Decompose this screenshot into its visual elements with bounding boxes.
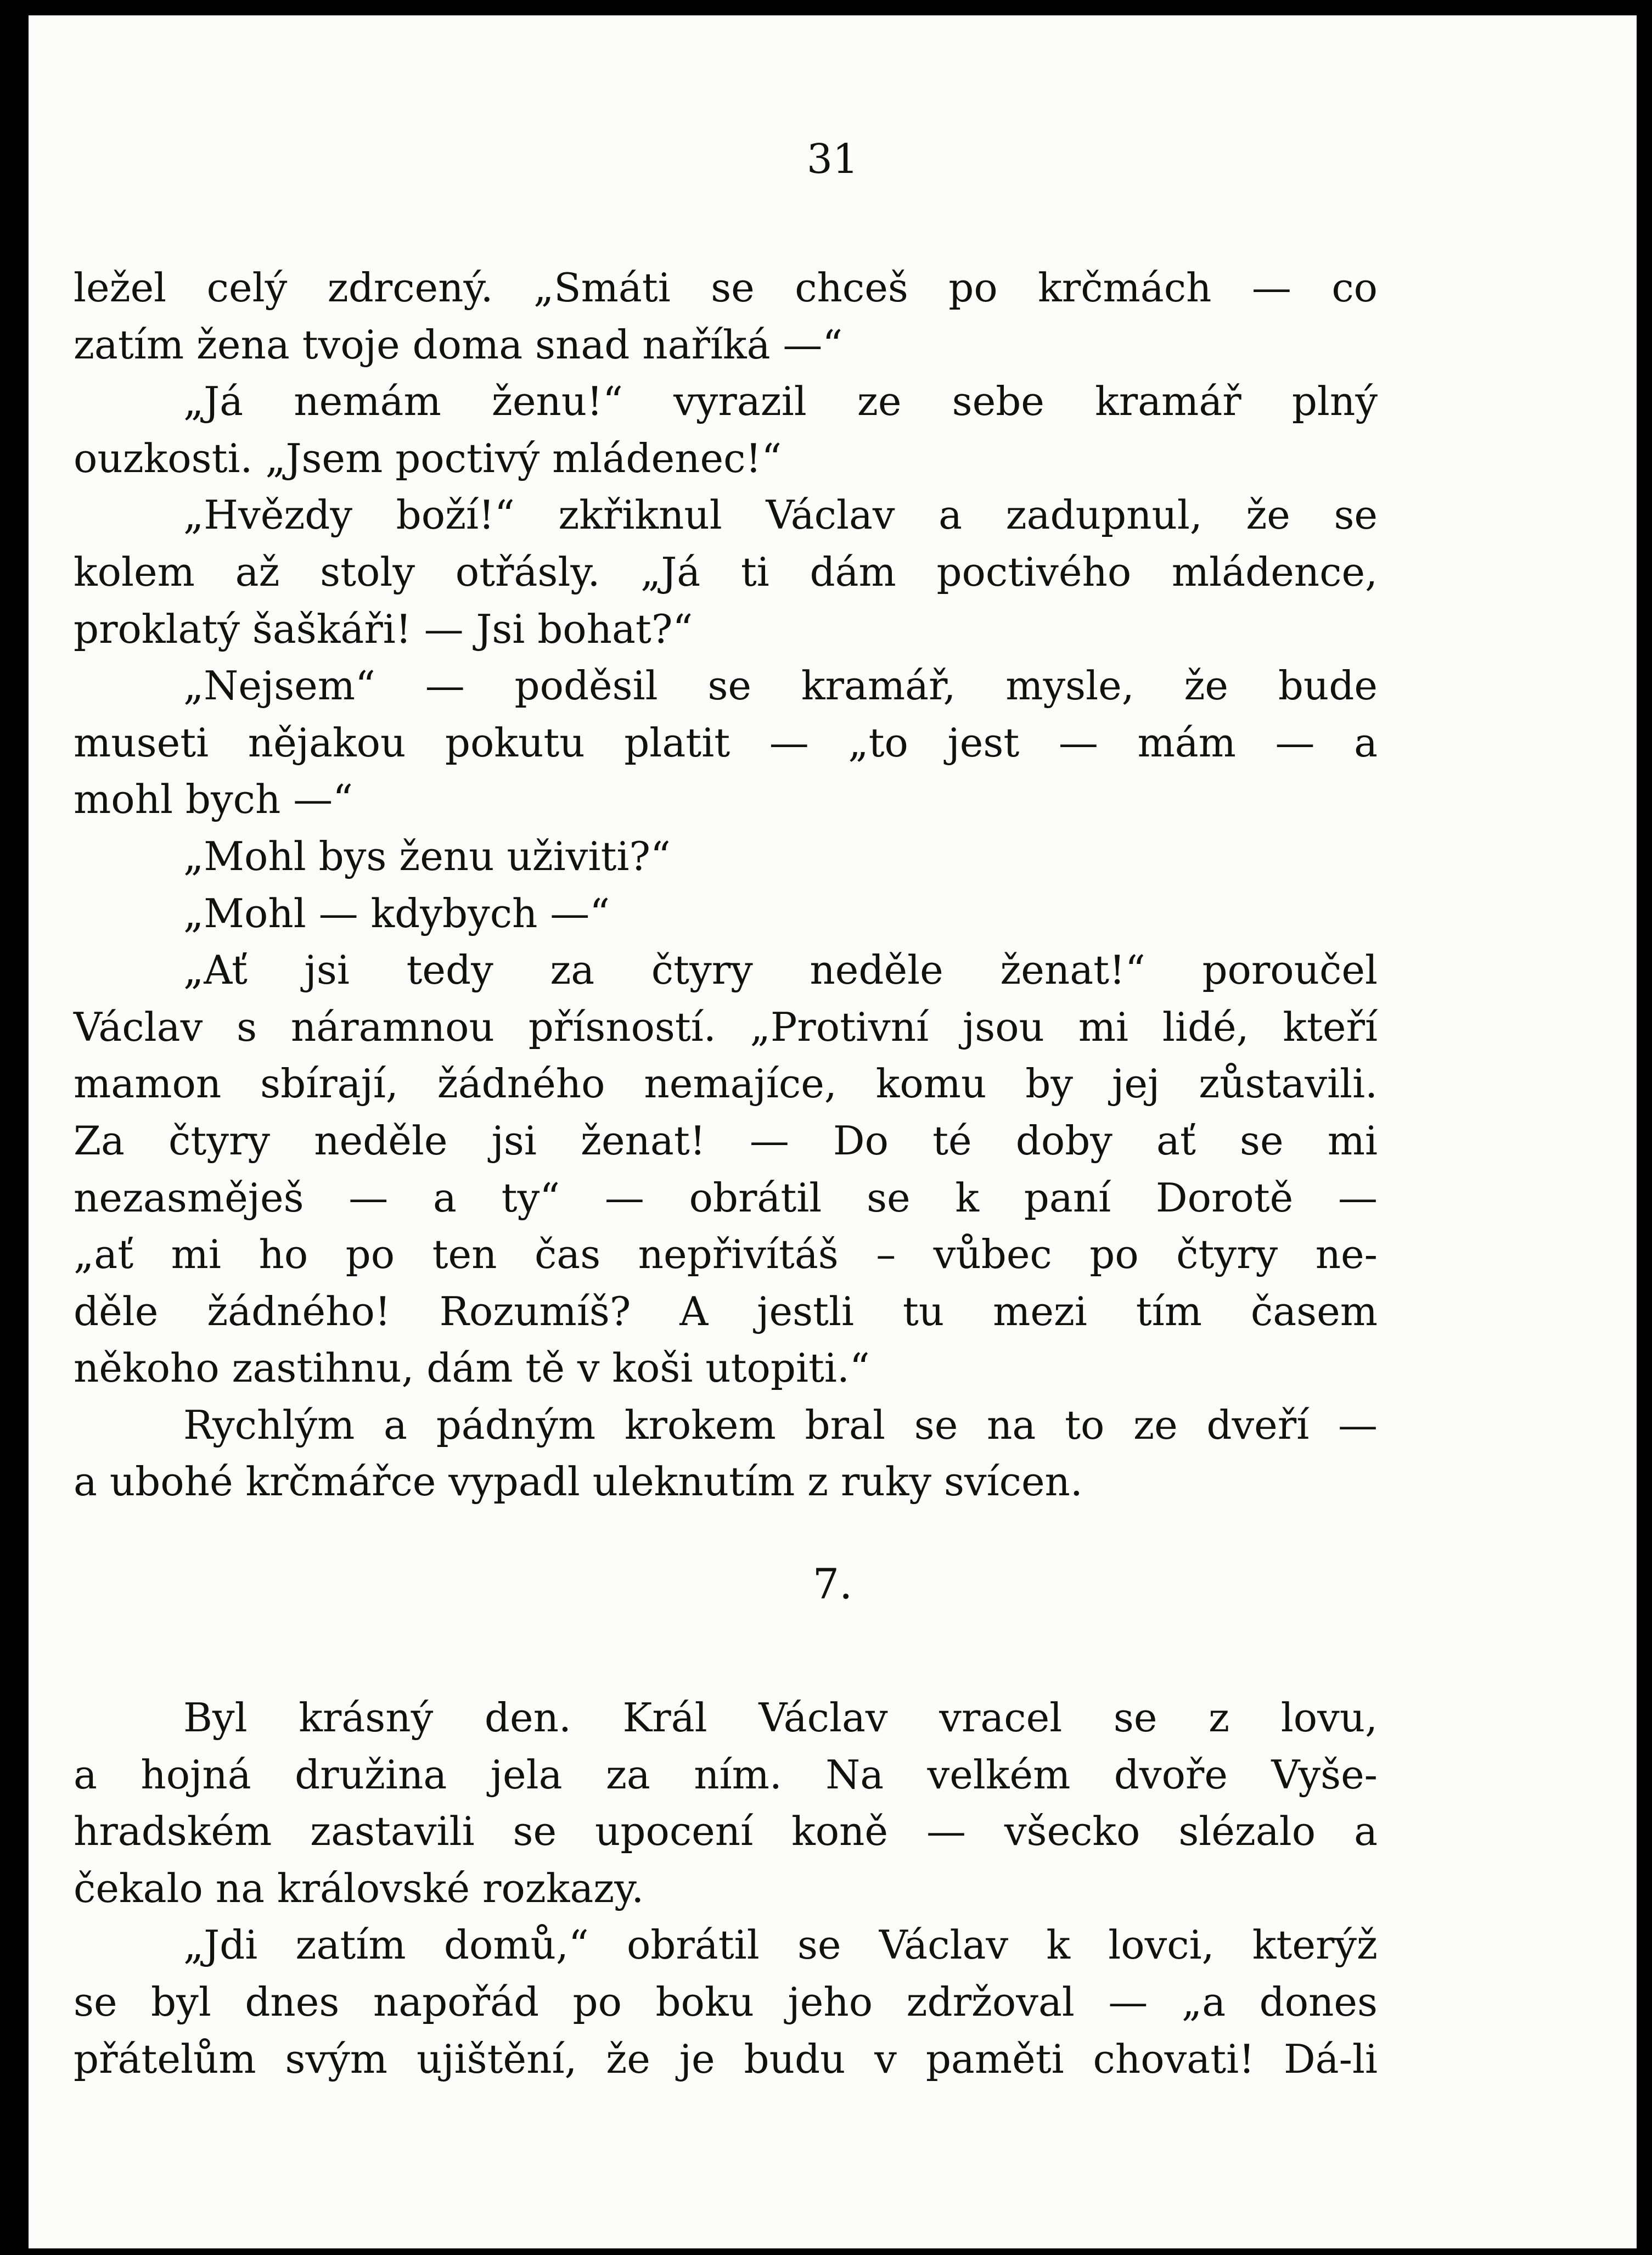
text-line: „ať mi ho po ten čas nepřivítáš – vůbec po čtyry ne- [74, 1231, 1378, 1278]
text-line: kolem až stoly otřásly. „Já ti dám poctivého mládence, [74, 548, 1378, 595]
text-line: Václav s náramnou přísností. „Protivní jsou mi lidé, kteří [74, 1003, 1378, 1050]
text-line: proklatý šaškáři! — Jsi bohat?“ [74, 605, 693, 652]
text-line: „Ať jsi tedy za čtyry neděle ženat!“ poroučel [183, 947, 1378, 994]
text-block-chapter-7 [74, 1690, 1378, 2088]
text-line: se byl dnes napořád po boku jeho zdržoval — „a dones [74, 1978, 1378, 2025]
text-line: někoho zastihnu, dám tě v koši utopiti.“ [74, 1345, 870, 1392]
text-block-before-chapter [74, 260, 1378, 1511]
text-line: „Nejsem“ — poděsil se kramář, mysle, že bude [183, 663, 1378, 709]
text-line: čekalo na královské rozkazy. [74, 1865, 644, 1911]
text-line: hradském zastavili se upocení koně — všecko slézalo a [74, 1808, 1378, 1855]
text-line: děle žádného! Rozumíš? A jestli tu mezi tím časem [74, 1288, 1378, 1334]
text-line: a hojná družina jela za ním. Na velkém dvoře Vyše- [74, 1751, 1378, 1798]
text-line: ležel celý zdrcený. „Smáti se chceš po krčmách — co [74, 265, 1378, 311]
text-line: a ubohé krčmářce vypadl uleknutím z ruky svícen. [74, 1459, 1083, 1505]
text-line: mamon sbírají, žádného nemajíce, komu by jej zůstavili. [74, 1061, 1378, 1107]
text-line: „Jdi zatím domů,“ obrátil se Václav k lovci, kterýž [183, 1922, 1378, 1968]
text-line: Za čtyry neděle jsi ženat! — Do té doby ať se mi [74, 1117, 1378, 1164]
chapter-number: 7. [812, 1560, 853, 1608]
text-line: „Já nemám ženu!“ vyrazil ze sebe kramář plný [183, 378, 1378, 425]
book-page [29, 15, 1637, 2248]
text-line: ouzkosti. „Jsem poctivý mládenec!“ [74, 435, 782, 481]
text-line: mohl bych —“ [74, 776, 353, 823]
text-line: Byl krásný den. Král Václav vracel se z lovu, [183, 1695, 1378, 1741]
text-line: museti nějakou pokutu platit — „to jest — mám — a [74, 719, 1378, 766]
text-line: zatím žena tvoje doma snad naříká —“ [74, 321, 843, 368]
text-line: „Hvězdy boží!“ zkřiknul Václav a zadupnul, že se [183, 492, 1378, 538]
page-number: 31 [806, 136, 859, 183]
text-line: „Mohl bys ženu uživiti?“ [183, 833, 671, 879]
text-line: „Mohl — kdybych —“ [183, 890, 610, 936]
text-line: přátelům svým ujištění, že je budu v paměti chovati! Dá-li [74, 2035, 1378, 2082]
text-line: nezasměješ — a ty“ — obrátil se k paní Dorotě — [74, 1174, 1378, 1221]
text-line: Rychlým a pádným krokem bral se na to ze dveří — [183, 1401, 1378, 1448]
